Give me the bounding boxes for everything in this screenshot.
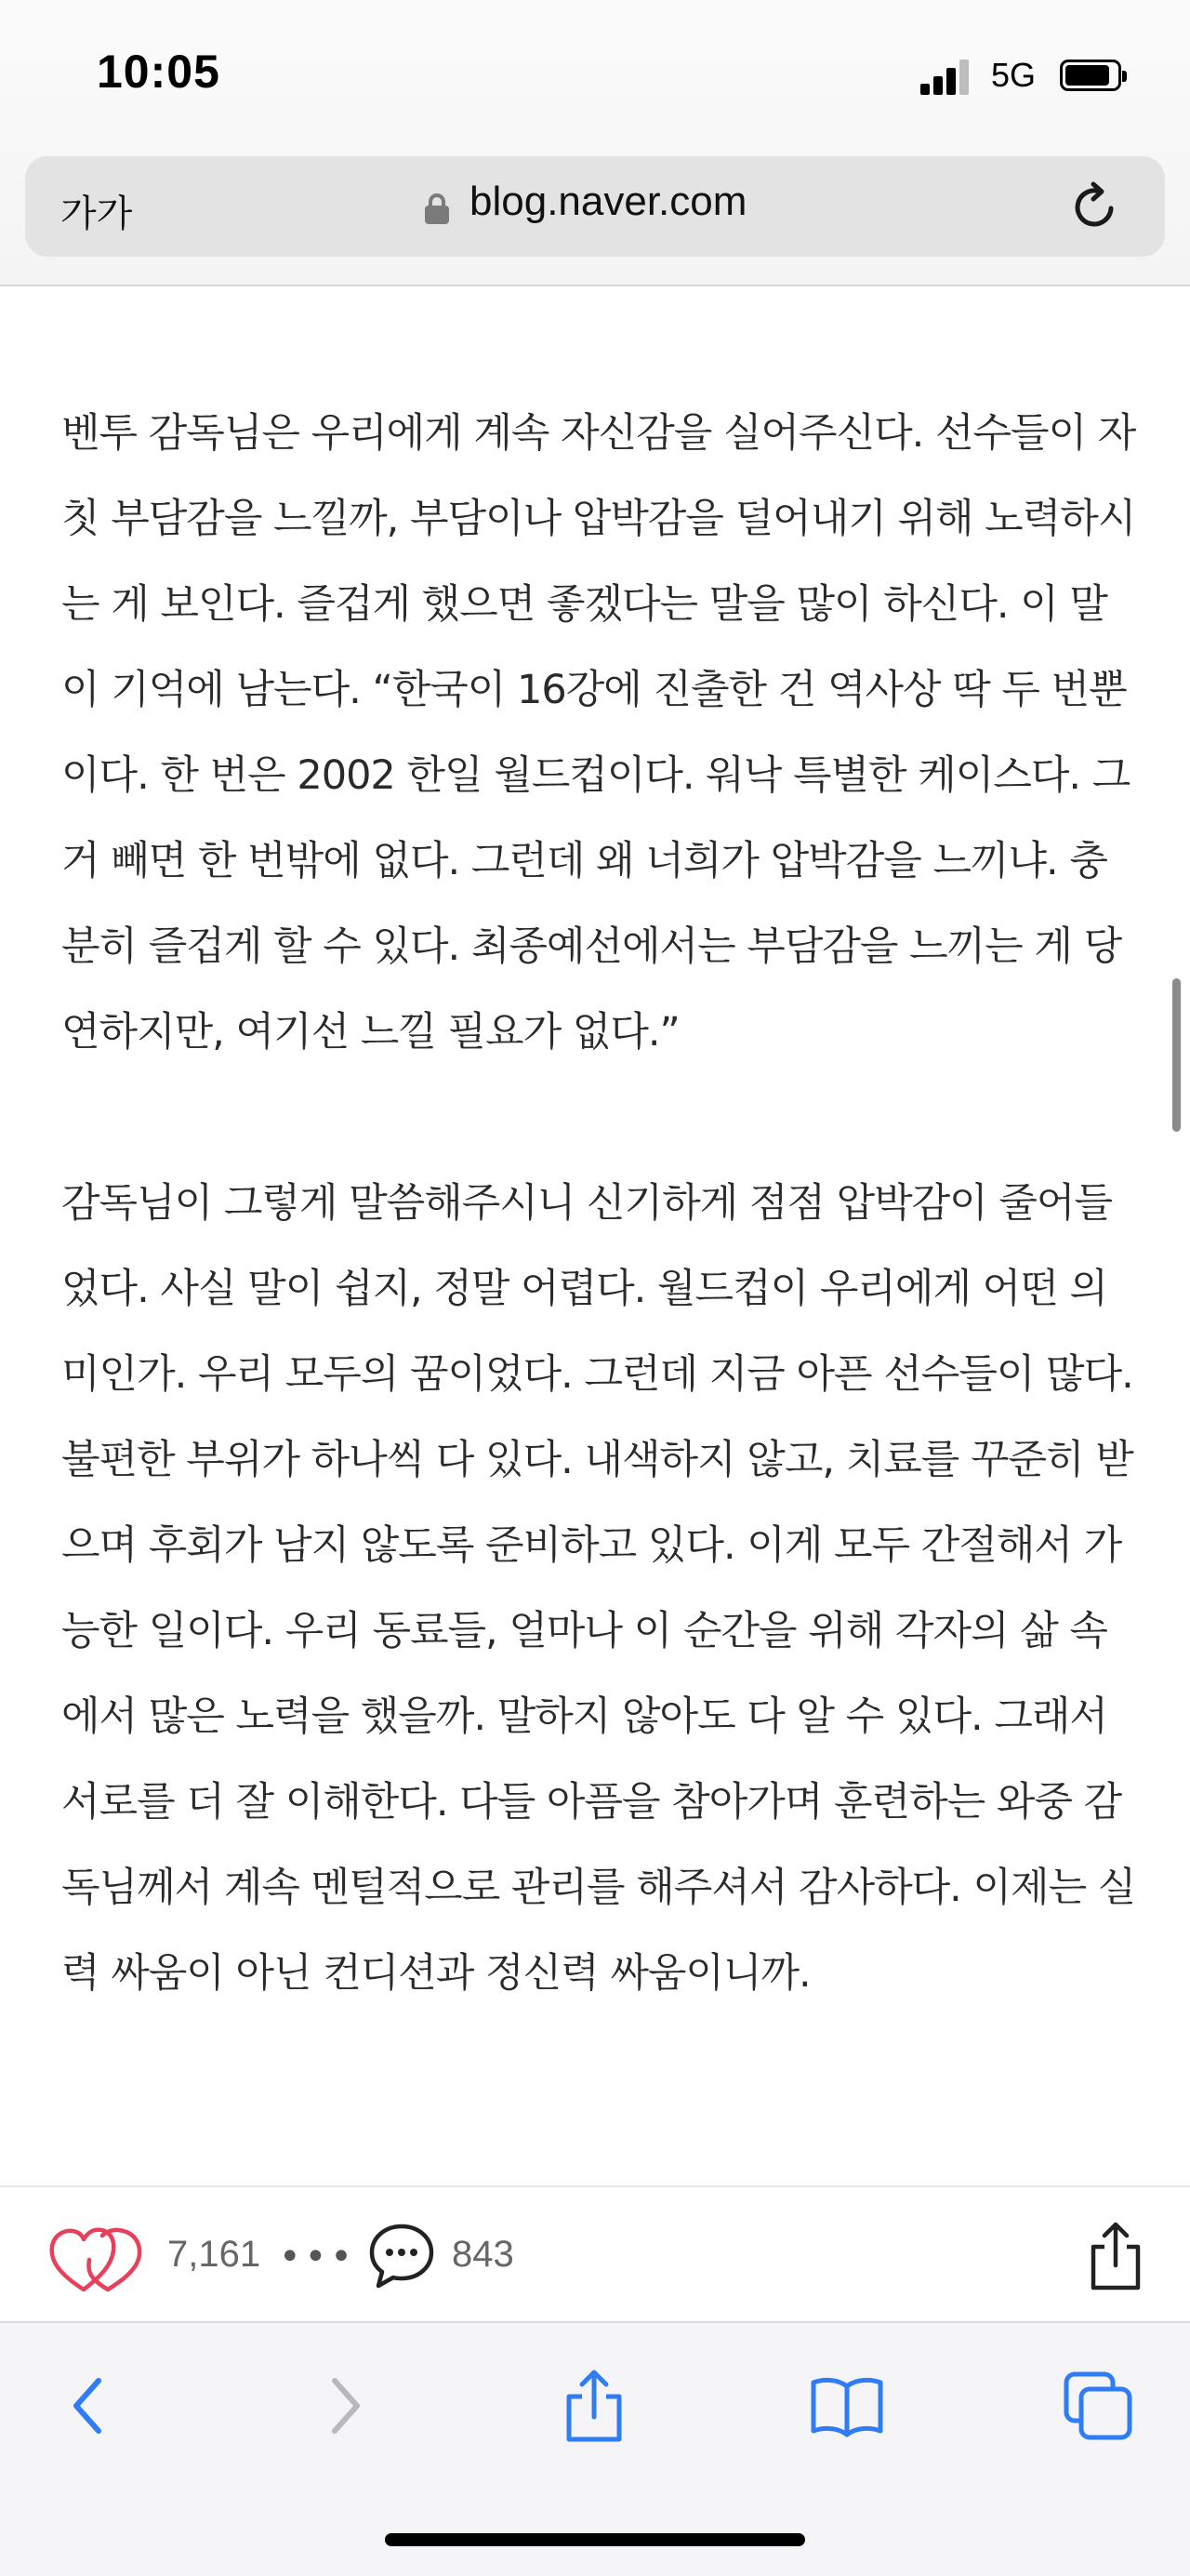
tabs-icon (1063, 2370, 1133, 2441)
forward-button[interactable] (303, 2364, 387, 2448)
text-size-button[interactable]: 가가 (60, 193, 133, 235)
home-indicator[interactable] (385, 2533, 805, 2546)
forward-icon (322, 2373, 368, 2438)
heart-outline-icon[interactable] (46, 2224, 149, 2293)
reaction-bar (0, 2185, 1190, 2321)
back-icon (65, 2373, 112, 2438)
bookmarks-icon (808, 2373, 886, 2438)
share-icon[interactable] (1086, 2219, 1145, 2293)
blog-article (61, 391, 1140, 2016)
status-time: 10:05 (97, 46, 220, 98)
bookmarks-button[interactable] (805, 2364, 889, 2448)
lock-icon (425, 193, 449, 223)
scroll-indicator[interactable] (1172, 978, 1181, 1132)
address-bar[interactable] (25, 156, 1165, 257)
battery-icon (1060, 60, 1121, 91)
comment-count: 843 (452, 2234, 514, 2275)
browser-toolbar (0, 2321, 1190, 2576)
article-paragraph: 감독님이 그렇게 말씀해주시니 신기하게 점점 압박감이 줄어들었다. 사실 말이 쉽지, 정말 어렵다. 월드컵이 우리에게 어떤 의미인가. 우리 모두의 꿈이었다. 그런데 지금 아픈 선수들이 많다. 불편한 부위가 하나씩 다 있다. 내색하지 않고, 치료를 꾸준히 받으며 후회가 남지 않도록 준비하고 있다. 이게 모두 간절해서 가능한 일이다. 우리 동료들, 얼마나 이 순간을 위해 각자의 삶 속에서 많은 노력을 했을까. 말하지 않아도 다 알 수 있다. 그래서 서로를 더 잘 이해한다. 다들 아픔을 참아가며 훈련하는 와중 감독님께서 계속 멘털적으로 관리를 해주셔서 감사하다. 이제는 실력 싸움이 아닌 컨디션과 정신력 싸움이니까. (61, 1180, 1136, 1997)
article-paragraph: 벤투 감독님은 우리에게 계속 자신감을 실어주신다. 선수들이 자칫 부담감을 느낄까, 부담이나 압박감을 덜어내기 위해 노력하시는 게 보인다. 즐겁게 했으면 좋겠다는 말을 많이 하신다. 이 말이 기억에 남는다. “한국이 16강에 진출한 건 역사상 딱 두 번뿐이다. 한 번은 2002 한일 월드컵이다. 워낙 특별한 케이스다. 그거 빼면 한 번밖에 없다. 그런데 왜 너희가 압박감을 느끼냐. 충분히 즐겁게 할 수 있다. 최종예선에서는 부담감을 느끼는 게 당연하지만, 여기선 느낄 필요가 없다.” (61, 410, 1136, 1056)
more-options-button[interactable]: ••• (279, 2236, 356, 2278)
cellular-signal-icon (920, 58, 972, 95)
back-button[interactable] (46, 2364, 130, 2448)
network-type: 5G (991, 56, 1037, 94)
browser-top-chrome (0, 0, 1190, 286)
paragraph-spacer (61, 1075, 1140, 1161)
share-button[interactable] (552, 2364, 636, 2448)
reload-icon[interactable] (1068, 180, 1122, 234)
url-text[interactable]: blog.naver.com (469, 179, 747, 224)
like-count: 7,161 (167, 2234, 261, 2275)
tabs-button[interactable] (1056, 2364, 1140, 2448)
speech-bubble-icon[interactable] (366, 2221, 437, 2291)
share-icon (562, 2367, 627, 2445)
